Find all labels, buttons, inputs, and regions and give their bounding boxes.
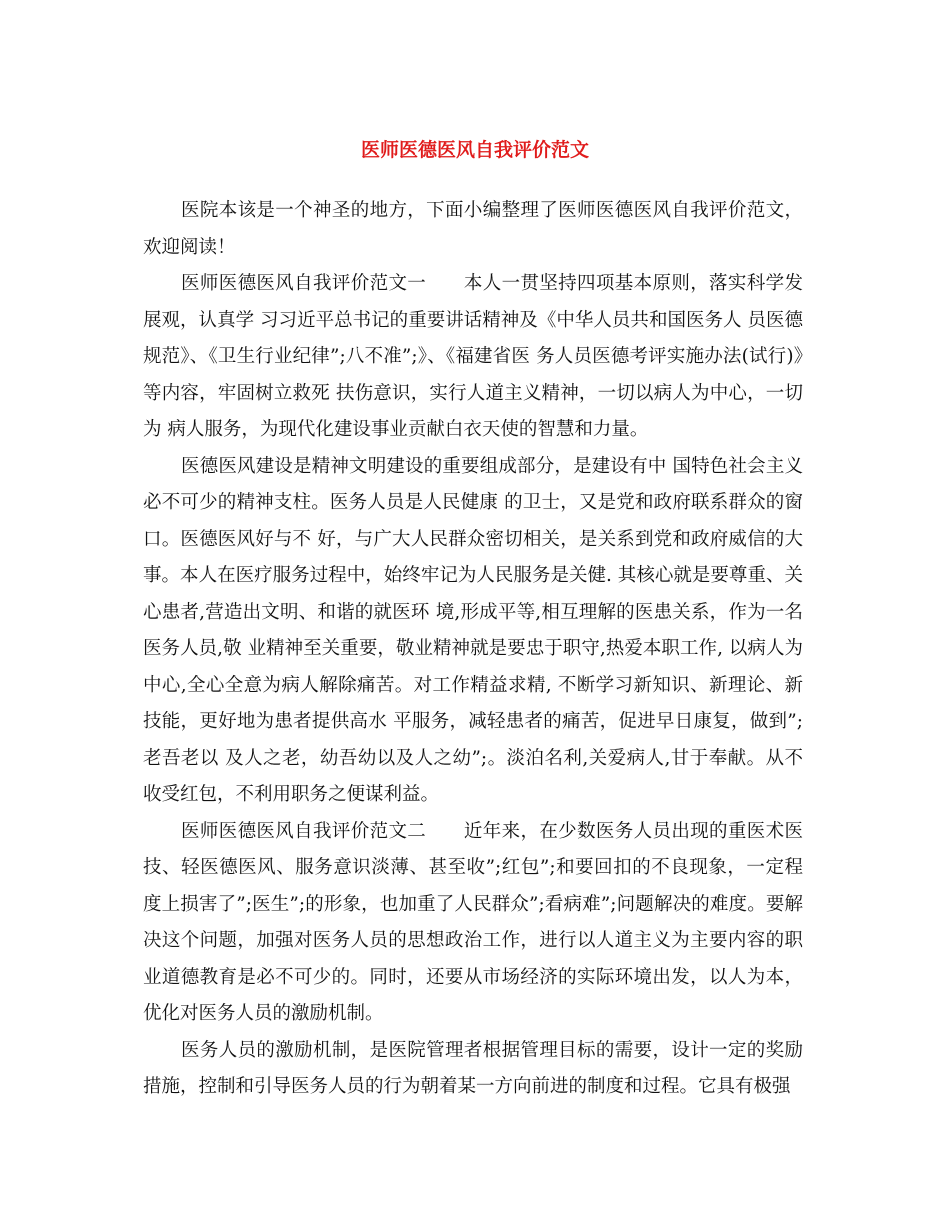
paragraph-medical-ethics: 医德医风建设是精神文明建设的重要组成部分，是建设有中 国特色社会主义必不可少的精神支柱。医务人员是人民健康 的卫士，又是党和政府联系群众的窗口。医德医风好与不 好，与广大人民群众密切相关，是关系到党和政府威信的大事。本人在医疗服务过程中，始终牢记为人民服务是关健. 其核心就是要尊重、关心患者,营造出文明、和谐的就医环 境,形成平等,相互理解的医患关系，作为一名医务人员,敬 业精神至关重要，敬业精神就是要忠于职守,热爱本职工作, 以病人为中心,全心全意为病人解除痛苦。对工作精益求精, 不断学习新知识、新理论、新技能，更好地为患者提供高水 平服务，减轻患者的痛苦，促进早日康复，做到”;老吾老以 及人之老，幼吾幼以及人之幼”;。淡泊名利,关爱病人,甘于奉献。从不收受红包，不利用职务之便谋利益。: [143, 455, 803, 805]
document-title: 医师医德医风自我评价范文: [360, 139, 589, 161]
document-body: [143, 193, 803, 1106]
paragraph-intro: 医院本该是一个神圣的地方，下面小编整理了医师医德医风自我评价范文，欢迎阅读！: [143, 200, 803, 258]
paragraph-sample-two: 医师医德医风自我评价范文二 近年来，在少数医务人员出现的重医术医技、轻医德医风、服务意识淡薄、甚至收”;红包”;和要回扣的不良现象，一定程度上损害了”;医生”;的形象，也加重了人民群众”;看病难”;问题解决的难度。要解决这个问题，加强对医务人员的思想政治工作，进行以人道主义为主要内容的职业道德教育是必不可少的。同时，还要从市场经济的实际环境出发，以人为本，优化对医务人员的激励机制。: [143, 820, 803, 1024]
paragraph-incentive-mechanism: 医务人员的激励机制，是医院管理者根据管理目标的需要，设计一定的奖励措施，控制和引导医务人员的行为朝着某一方向前进的制度和过程。它具有极强: [143, 1039, 803, 1097]
paragraph-sample-one: 医师医德医风自我评价范文一 本人一贯坚持四项基本原则，落实科学发展观，认真学 习习近平总书记的重要讲话精神及《中华人员共和国医务人 员医德规范》、《卫生行业纪律”;八不准”;》、《福建省医 务人员医德考评实施办法(试行)》等内容，牢固树立救死 扶伤意识，实行人道主义精神，一切以病人为中心，一切为 病人服务，为现代化建设事业贡献白衣天使的智慧和力量。: [143, 273, 803, 440]
